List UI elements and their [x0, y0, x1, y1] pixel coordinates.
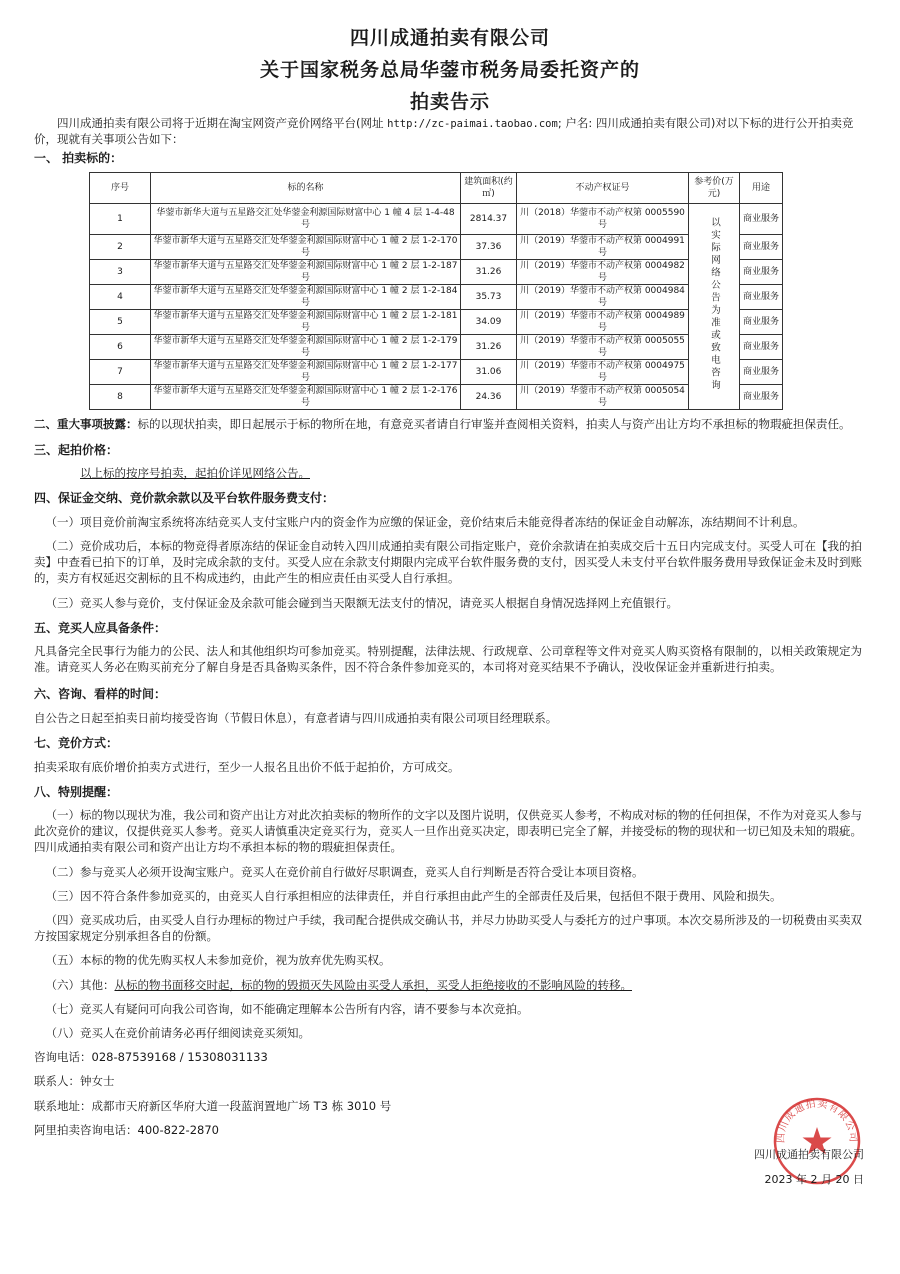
cell-cert: 川（2018）华蓥市不动产权第 0005590 号: [517, 204, 689, 235]
section-6-heading: 六、咨询、看样的时间：: [34, 687, 167, 701]
section-7-heading: 七、竞价方式：: [34, 736, 119, 750]
header-area: 建筑面积(约㎡): [461, 173, 517, 204]
section-3-body: [80, 465, 310, 481]
cell-use: 商业服务: [740, 204, 783, 235]
notice-title-block: [0, 22, 900, 118]
section-2-heading: 二、重大事项披露：: [34, 417, 138, 431]
section-8-p7: （七）竞买人有疑问可向我公司咨询，如不能确定理解本公告所有内容，请不要参与本次竞拍。: [45, 1002, 529, 1016]
table-row: [90, 310, 783, 335]
cell-name: 华蓥市新华大道与五星路交汇处华蓥金利源国际财富中心 1 幢 2 层 1-2-176 号: [151, 385, 461, 410]
table-header-row: [90, 173, 783, 204]
platform-url[interactable]: http://zc-paimai.taobao.com: [387, 118, 558, 130]
section-5-body: 凡具备完全民事行为能力的公民、法人和其他组织均可参加竞买。特别提醒，法律法规、行政规章、公司章程等文件对竞买人购买资格有限制的，以相关政策规定为准。请竞买人务必在购买前充分了解自身是否具备购买条件，因不符合条件参加竞买的，本司将对竞买结果不予确认，没收保证金并重新进行拍卖。: [34, 644, 862, 674]
start-price-note: 以上标的按序号拍卖，起拍价详见网络公告。: [80, 466, 310, 480]
cell-cert: 川（2019）华蓥市不动产权第 0005054 号: [517, 385, 689, 410]
cell-name: 华蓥市新华大道与五星路交汇处华蓥金利源国际财富中心 1 幢 4 层 1-4-48 号: [151, 204, 461, 235]
cell-name: 华蓥市新华大道与五星路交汇处华蓥金利源国际财富中心 1 幢 2 层 1-2-179 号: [151, 335, 461, 360]
risk-transfer-note: 从标的物书面移交时起，标的物的毁损灭失风险由买受人承担，买受人拒绝接收的不影响风险的转移。: [114, 978, 632, 992]
cell-area: 34.09: [461, 310, 517, 335]
cell-use: 商业服务: [740, 285, 783, 310]
cell-name: 华蓥市新华大道与五星路交汇处华蓥金利源国际财富中心 1 幢 2 层 1-2-177 号: [151, 360, 461, 385]
cell-name: 华蓥市新华大道与五星路交汇处华蓥金利源国际财富中心 1 幢 2 层 1-2-184 号: [151, 285, 461, 310]
header-ref-price: 参考价(万元): [689, 173, 740, 204]
section-2: [34, 416, 870, 432]
section-4-heading: 四、保证金交纳、竞价款余款以及平台软件服务费支付：: [34, 491, 335, 505]
cell-area: 35.73: [461, 285, 517, 310]
cell-name: 华蓥市新华大道与五星路交汇处华蓥金利源国际财富中心 1 幢 2 层 1-2-187 号: [151, 260, 461, 285]
notice-heading: 拍卖告示: [409, 91, 490, 113]
cell-no: 1: [90, 204, 151, 235]
cell-cert: 川（2019）华蓥市不动产权第 0004989 号: [517, 310, 689, 335]
seal-text: 四川成通拍卖有限公司: [775, 1098, 859, 1144]
cell-area: 31.26: [461, 260, 517, 285]
cell-cert: 川（2019）华蓥市不动产权第 0004991 号: [517, 235, 689, 260]
intro-text-after: ; 户名: 四川成通拍卖有限公司)对以下标的进行公开拍卖竞价，现就有关事项公告如下：: [34, 116, 854, 146]
header-cert: 不动产权证号: [517, 173, 689, 204]
header-name: 标的名称: [151, 173, 461, 204]
ali-auction-phone: 阿里拍卖咨询电话：400-822-2870: [34, 1123, 219, 1137]
cell-area: 37.36: [461, 235, 517, 260]
section-7-body: 拍卖采取有底价增价拍卖方式进行，至少一人报名且出价不低于起拍价，方可成交。: [34, 760, 460, 774]
section-8-p5: （五）本标的物的优先购买权人未参加竞价，视为放弃优先购买权。: [45, 953, 391, 967]
cell-area: 2814.37: [461, 204, 517, 235]
section-8-p8: （八）竞买人在竞价前请务必再仔细阅读竞买须知。: [45, 1026, 310, 1040]
cell-use: 商业服务: [740, 235, 783, 260]
table-row: [90, 260, 783, 285]
cell-use: 商业服务: [740, 260, 783, 285]
section-4-p3: （三）竞买人参与竞价，支付保证金及余款可能会碰到当天限额无法支付的情况，请竞买人根据自身情况选择网上充值银行。: [45, 596, 678, 610]
signature-company: 四川成通拍卖有限公司: [754, 1148, 864, 1161]
intro-text-before: 四川成通拍卖有限公司将于近期在淘宝网资产竞价网络平台(网址: [57, 116, 388, 130]
cell-no: 7: [90, 360, 151, 385]
cell-use: 商业服务: [740, 310, 783, 335]
intro-paragraph: [34, 116, 870, 147]
header-no: 序号: [90, 173, 151, 204]
section-6-body: 自公告之日起至拍卖日前均接受咨询（节假日休息），有意者请与四川成通拍卖有限公司项目经理联系。: [34, 711, 558, 725]
section-2-body: 标的以现状拍卖，即日起展示于标的物所在地，有意竞买者请自行审鉴并查阅相关资料，拍卖人与资产出让方均不承担标的物瑕疵担保责任。: [137, 417, 851, 431]
table-row: [90, 385, 783, 410]
contact-person: 联系人：钟女士: [34, 1074, 115, 1088]
cell-use: 商业服务: [740, 360, 783, 385]
table-row: [90, 285, 783, 310]
cell-no: 2: [90, 235, 151, 260]
table-row: [90, 335, 783, 360]
section-4-p2: （二）竞价成功后，本标的物竞得者原冻结的保证金自动转入四川成通拍卖有限公司指定账户，竞价余款请在拍卖成交后十五日内完成支付。买受人可在【我的拍卖】中查看已拍下的订单，及时完成余款的支付。买受人应在余款支付期限内完成平台软件服务费的支付，因买受人未支付平台软件服务费用导致保证金未及时到账的，卖方有权延迟交割标的且不构成违约，由此产生的相应责任由买受人自行承担。: [34, 539, 862, 585]
cell-area: 31.06: [461, 360, 517, 385]
section-4-p1: （一）项目竞价前淘宝系统将冻结竞买人支付宝账户内的资金作为应缴的保证金，竞价结束后未能竞得者冻结的保证金自动解冻，冻结期间不计利息。: [45, 515, 805, 529]
signature-date: 2023 年 2 月 20 日: [764, 1173, 864, 1186]
cell-no: 8: [90, 385, 151, 410]
table-row: [90, 235, 783, 260]
cell-cert: 川（2019）华蓥市不动产权第 0005055 号: [517, 335, 689, 360]
contact-address: 联系地址：成都市天府新区华府大道一段蓝润置地广场 T3 栋 3010 号: [34, 1099, 392, 1113]
cell-cert: 川（2019）华蓥市不动产权第 0004982 号: [517, 260, 689, 285]
cell-name: 华蓥市新华大道与五星路交汇处华蓥金利源国际财富中心 1 幢 2 层 1-2-170 号: [151, 235, 461, 260]
ref-price-text: 以实际网络公告为准或致电咨询: [709, 217, 720, 392]
table-row: [90, 204, 783, 235]
section-3-heading: 三、起拍价格：: [34, 443, 119, 457]
cell-ref-price: [689, 204, 740, 410]
cell-no: 5: [90, 310, 151, 335]
section-8-p4: （四）竞买成功后，由买受人自行办理标的物过户手续，我司配合提供成交确认书，并尽力协助买受人与委托方的过户事项。本次交易所涉及的一切税费由买卖双方按国家规定分别承担各自的份额。: [34, 913, 862, 943]
section-8-p3: （三）因不符合条件参加竞买的，由竞买人自行承担相应的法律责任，并自行承担由此产生的全部责任及后果，包括但不限于费用、风险和损失。: [45, 889, 782, 903]
cell-no: 4: [90, 285, 151, 310]
section-8-p1: （一）标的物以现状为准，我公司和资产出让方对此次拍卖标的物所作的文字以及图片说明，仅供竞买人参考，不构成对标的物的任何担保，不作为对竞买人参与此次竞价的建议，仅提供竞买人参考。竞买人请慎重决定竞买行为，竞买人一旦作出竞买决定，即表明已完全了解，并接受标的物的现状和一切已知及未知的瑕疵。四川成通拍卖有限公司和资产出让方均不承担本标的物的瑕疵担保责任。: [34, 808, 862, 854]
table-row: [90, 360, 783, 385]
cell-area: 24.36: [461, 385, 517, 410]
notice-subtitle: 关于国家税务总局华蓥市税务局委托资产的: [259, 59, 640, 81]
contact-phone: 咨询电话：028-87539168 / 15308031133: [34, 1050, 268, 1064]
company-title: 四川成通拍卖有限公司: [349, 27, 550, 49]
cell-name: 华蓥市新华大道与五星路交汇处华蓥金利源国际财富中心 1 幢 2 层 1-2-181 号: [151, 310, 461, 335]
section-8-p6-prefix: （六）其他：: [45, 978, 115, 992]
section-5-heading: 五、竞买人应具备条件：: [34, 621, 167, 635]
auction-lots-table: [89, 172, 783, 410]
section-8-p2: （二）参与竞买人必须开设淘宝账户。竞买人在竞价前自行做好尽职调查，竞买人自行判断是否符合受让本项目资格。: [45, 865, 644, 879]
section-1-heading: 一、 拍卖标的：: [34, 151, 123, 165]
header-use: 用途: [740, 173, 783, 204]
cell-cert: 川（2019）华蓥市不动产权第 0004975 号: [517, 360, 689, 385]
cell-use: 商业服务: [740, 335, 783, 360]
cell-cert: 川（2019）华蓥市不动产权第 0004984 号: [517, 285, 689, 310]
cell-no: 6: [90, 335, 151, 360]
cell-no: 3: [90, 260, 151, 285]
section-8-heading: 八、特别提醒：: [34, 785, 119, 799]
cell-use: 商业服务: [740, 385, 783, 410]
section-8-p6: [34, 977, 870, 993]
cell-area: 31.26: [461, 335, 517, 360]
